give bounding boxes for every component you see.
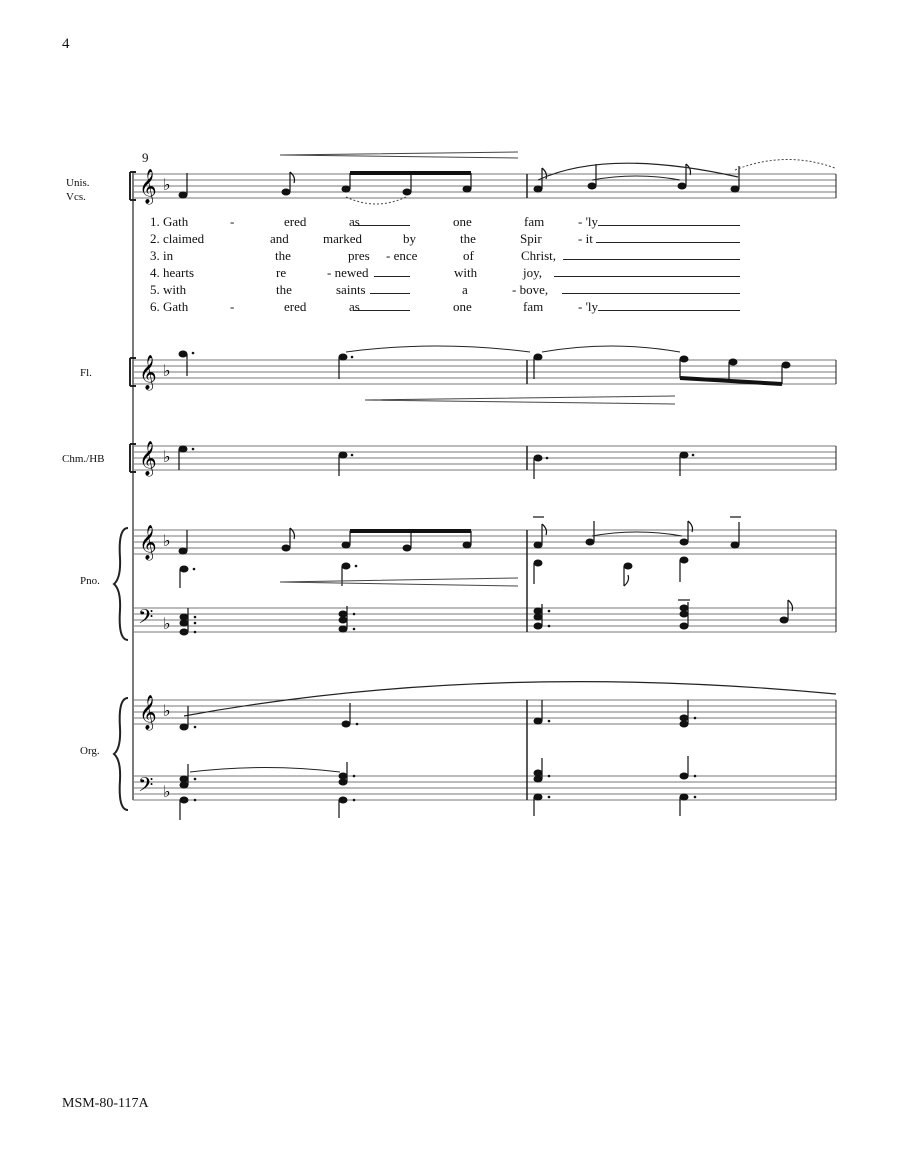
flat-key-signature: ♭ xyxy=(163,361,171,380)
slur xyxy=(538,163,738,180)
decrescendo-hairpin xyxy=(280,152,518,158)
organ-grand-staff xyxy=(114,682,836,820)
syllable: - bove, xyxy=(512,282,549,297)
note-head xyxy=(534,186,543,193)
note-head xyxy=(731,186,740,193)
treble-clef-icon: 𝄞 xyxy=(139,441,157,476)
tie xyxy=(592,532,682,536)
syllable: re xyxy=(276,265,287,280)
flute-label: Fl. xyxy=(80,367,92,379)
syllable: fam xyxy=(523,299,544,314)
syllable: with xyxy=(454,265,478,280)
syllable: - xyxy=(230,214,235,229)
syllable: - it xyxy=(578,231,593,246)
treble-clef-icon: 𝄞 xyxy=(139,169,157,204)
syllable: ered xyxy=(284,214,307,229)
bass-clef-icon: 𝄢 xyxy=(138,605,154,633)
syllable: one xyxy=(453,299,472,314)
measure-number: 9 xyxy=(142,150,149,165)
note-head xyxy=(403,189,412,196)
syllable: joy, xyxy=(523,265,543,280)
note-head xyxy=(282,189,291,196)
piano-grand-staff xyxy=(114,517,836,640)
flat-key-signature: ♭ xyxy=(163,175,171,194)
syllable: pres xyxy=(348,248,370,263)
chimes-staff xyxy=(130,441,836,479)
syllable: the xyxy=(460,231,476,246)
piano-label: Pno. xyxy=(80,575,100,587)
svg-text:♭: ♭ xyxy=(163,614,171,633)
brace xyxy=(114,528,128,640)
syllable: and xyxy=(270,231,289,246)
treble-clef-icon: 𝄞 xyxy=(139,695,157,730)
tie xyxy=(592,176,680,180)
syllable: - 'ly xyxy=(578,299,599,314)
treble-clef-icon: 𝄞 xyxy=(139,355,157,390)
syllable: as xyxy=(349,299,360,314)
svg-text:♭: ♭ xyxy=(163,782,171,801)
beam xyxy=(680,378,782,384)
brace xyxy=(114,698,128,810)
tie xyxy=(346,346,530,352)
syllable: - newed xyxy=(327,265,369,280)
syllable: 6. Gath xyxy=(150,299,189,314)
syllable: Spir xyxy=(520,231,542,246)
syllable: - xyxy=(230,299,235,314)
syllable: 5. with xyxy=(150,282,187,297)
note-head xyxy=(342,186,351,193)
bass-clef-icon: 𝄢 xyxy=(138,773,154,801)
syllable: 4. hearts xyxy=(150,265,195,280)
unison-staff xyxy=(130,152,836,205)
dashed-slur xyxy=(735,159,835,170)
note-head xyxy=(678,183,687,190)
syllable: 3. in xyxy=(150,248,174,263)
treble-clef-icon: 𝄞 xyxy=(139,525,157,560)
catalog-number: MSM-80-117A xyxy=(62,1096,149,1111)
syllable: - 'ly xyxy=(578,214,599,229)
syllable: fam xyxy=(524,214,545,229)
unison-label-line-1: Unis. xyxy=(66,177,90,189)
note-head xyxy=(588,183,597,190)
syllable: saints xyxy=(336,282,366,297)
syllable: - ence xyxy=(386,248,418,263)
decrescendo-hairpin xyxy=(365,396,675,404)
syllable: one xyxy=(453,214,472,229)
syllable: as xyxy=(349,214,360,229)
syllable: a xyxy=(462,282,468,297)
flat-key-signature: ♭ xyxy=(163,447,171,466)
syllable: the xyxy=(275,248,291,263)
decrescendo-hairpin xyxy=(280,578,518,586)
svg-text:♭: ♭ xyxy=(163,701,171,720)
syllable: by xyxy=(403,231,416,246)
syllable: Christ, xyxy=(521,248,557,263)
syllable: the xyxy=(276,282,292,297)
syllable: 1. Gath xyxy=(150,214,189,229)
note-head xyxy=(463,186,472,193)
phrase-slur xyxy=(184,682,836,716)
svg-text:♭: ♭ xyxy=(163,531,171,550)
organ-label: Org. xyxy=(80,745,100,757)
syllable: 2. claimed xyxy=(150,231,205,246)
tie xyxy=(542,346,680,352)
syllable: marked xyxy=(323,231,362,246)
note-head xyxy=(179,192,188,199)
chimes-label: Chm./HB xyxy=(62,453,105,465)
syllable: ered xyxy=(284,299,307,314)
syllable: of xyxy=(463,248,474,263)
page-number: 4 xyxy=(62,36,70,52)
flute-staff xyxy=(130,346,836,404)
tie xyxy=(190,768,340,773)
unison-label-line-2: Vcs. xyxy=(66,191,86,203)
